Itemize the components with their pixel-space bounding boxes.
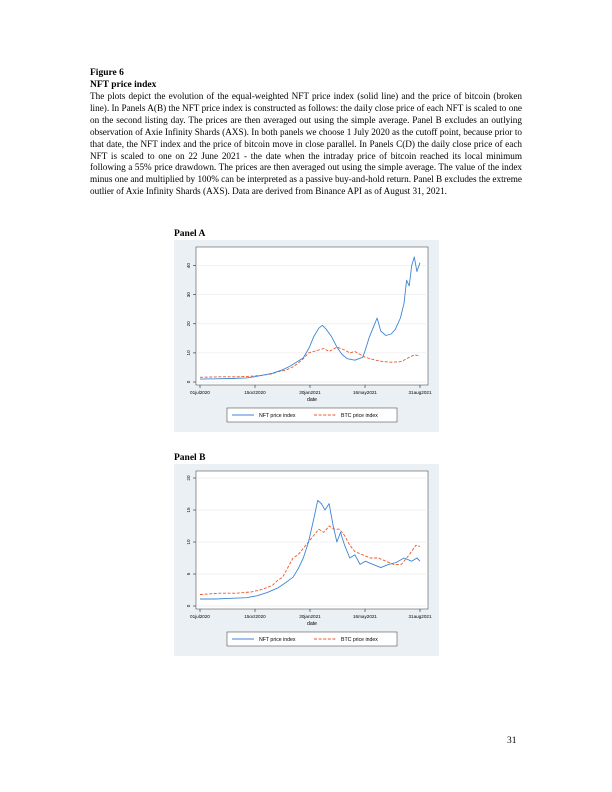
panel-a-svg	[174, 240, 439, 432]
panel-a-title: Panel A	[174, 229, 206, 239]
legend-label: NFT price index	[259, 413, 296, 419]
x-tick-label: 16may2021	[352, 390, 378, 395]
x-tick-label: 30jan2021	[299, 614, 321, 619]
legend-label: NFT price index	[259, 637, 296, 643]
x-tick-label: 16may2021	[352, 614, 378, 619]
y-tick-label: 15	[186, 507, 191, 513]
y-tick-label: 5	[186, 572, 191, 576]
panel-b-title: Panel B	[174, 453, 206, 463]
y-tick-label: 0	[186, 604, 191, 608]
y-tick-label: 40	[186, 263, 191, 269]
y-tick-label: 0	[186, 380, 191, 384]
figure-header	[90, 68, 522, 198]
page-number: 31	[507, 736, 517, 746]
x-tick-label: 31aug2021	[408, 390, 432, 395]
x-axis-title: date	[306, 397, 318, 403]
y-tick-label: 20	[186, 321, 191, 327]
y-tick-label: 20	[186, 475, 191, 481]
x-tick-label: 01jul2020	[190, 390, 210, 395]
figure-caption: The plots depict the evolution of the equal-weighted NFT price index (solid line) and the price of bitcoin (broken line). In Panels A(B) the NFT price index is constructed as follows: the daily close price of each NFT is scaled to one on the second listing day. The prices are then averaged out using the simple average. Panel B excludes an outlying observation of Axie Infinity Shards (AXS). In both panels we choose 1 July 2020 as the cutoff point, because prior to that date, the NFT index and the price of bitcoin move in close parallel. In Panels C(D) the daily close price of each NFT is scaled to one on 22 June 2021 - the date when the intraday price of bitcoin reached its local minimum following a 55% price drawdown. The prices are then averaged out using the simple average. The value of the index minus one and multiplied by 100% can be interpreted as a passive buy-and-hold return. Panel B excludes the extreme outlier of Axie Infinity Shards (AXS). Data are derived from Binance API as of August 31, 2021.	[90, 91, 522, 197]
x-tick-label: 31aug2021	[408, 614, 432, 619]
panel-b-svg	[174, 464, 439, 656]
x-tick-label: 01jul2020	[190, 614, 210, 619]
y-tick-label: 10	[186, 350, 191, 356]
x-tick-label: 15oct2020	[244, 614, 266, 619]
panel-a-chart	[174, 240, 439, 432]
figure-label: Figure 6	[90, 68, 124, 78]
legend-label: BTC price index	[341, 637, 378, 643]
y-tick-label: 30	[186, 292, 191, 298]
x-tick-label: 15oct2020	[244, 390, 266, 395]
y-tick-label: 10	[186, 539, 191, 545]
legend-label: BTC price index	[341, 413, 378, 419]
plot-area	[196, 247, 428, 385]
panel-b-chart	[174, 464, 439, 656]
plot-area	[196, 471, 428, 609]
x-tick-label: 30jan2021	[299, 390, 321, 395]
figure-title: NFT price index	[90, 79, 157, 90]
x-axis-title: date	[306, 621, 318, 627]
